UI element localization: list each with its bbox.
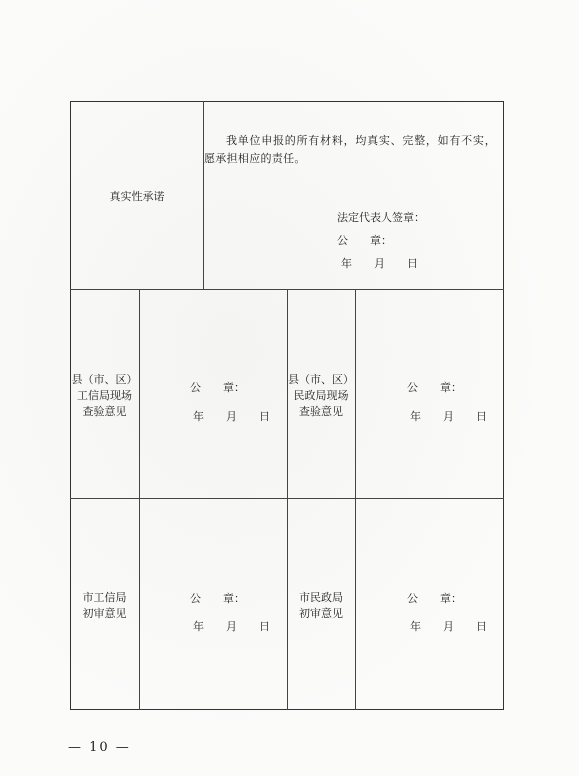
county-it-label-line1: 县（市、区） <box>71 373 138 386</box>
column-divider-2 <box>287 289 288 710</box>
pledge-date-label: 年 月 日 <box>341 257 418 270</box>
county-it-seal-label: 公 章： <box>190 381 245 394</box>
city-it-date-label: 年 月 日 <box>193 620 270 633</box>
pledge-seal-label: 公 章： <box>337 234 392 247</box>
county-civil-seal-label: 公 章： <box>407 381 462 394</box>
county-civil-label <box>287 372 355 420</box>
city-civil-label-line1: 市民政局 <box>299 591 343 604</box>
pledge-text: 我单位申报的所有材料，均真实、完整，如有不实，愿承担相应的责任。 <box>204 134 496 165</box>
county-civil-label-line1: 县（市、区） <box>288 373 354 386</box>
city-it-label-line1: 市工信局 <box>82 591 127 604</box>
city-civil-label-line2: 初审意见 <box>299 607 343 620</box>
county-it-label <box>70 372 139 420</box>
city-it-label <box>70 590 139 622</box>
city-it-label-line2: 初审意见 <box>82 607 127 620</box>
county-civil-label-line3: 查验意见 <box>299 405 343 418</box>
city-civil-seal-label: 公 章： <box>407 592 462 605</box>
county-civil-label-line2: 民政局现场 <box>293 389 349 402</box>
county-it-label-line3: 查验意见 <box>82 405 127 418</box>
county-it-label-line2: 工信局现场 <box>77 389 132 402</box>
page-number: — 10 — <box>68 740 131 755</box>
city-civil-date-label: 年 月 日 <box>410 620 487 633</box>
column-divider-1 <box>139 289 140 710</box>
column-divider-3 <box>355 289 356 710</box>
pledge-column-divider <box>203 101 204 289</box>
county-civil-date-label: 年 月 日 <box>410 410 487 423</box>
city-civil-label <box>287 590 355 622</box>
pledge-label: 真实性承诺 <box>109 190 165 203</box>
signature-label: 法定代表人签章： <box>337 211 425 224</box>
city-it-seal-label: 公 章： <box>190 592 245 605</box>
county-it-date-label: 年 月 日 <box>193 410 270 423</box>
